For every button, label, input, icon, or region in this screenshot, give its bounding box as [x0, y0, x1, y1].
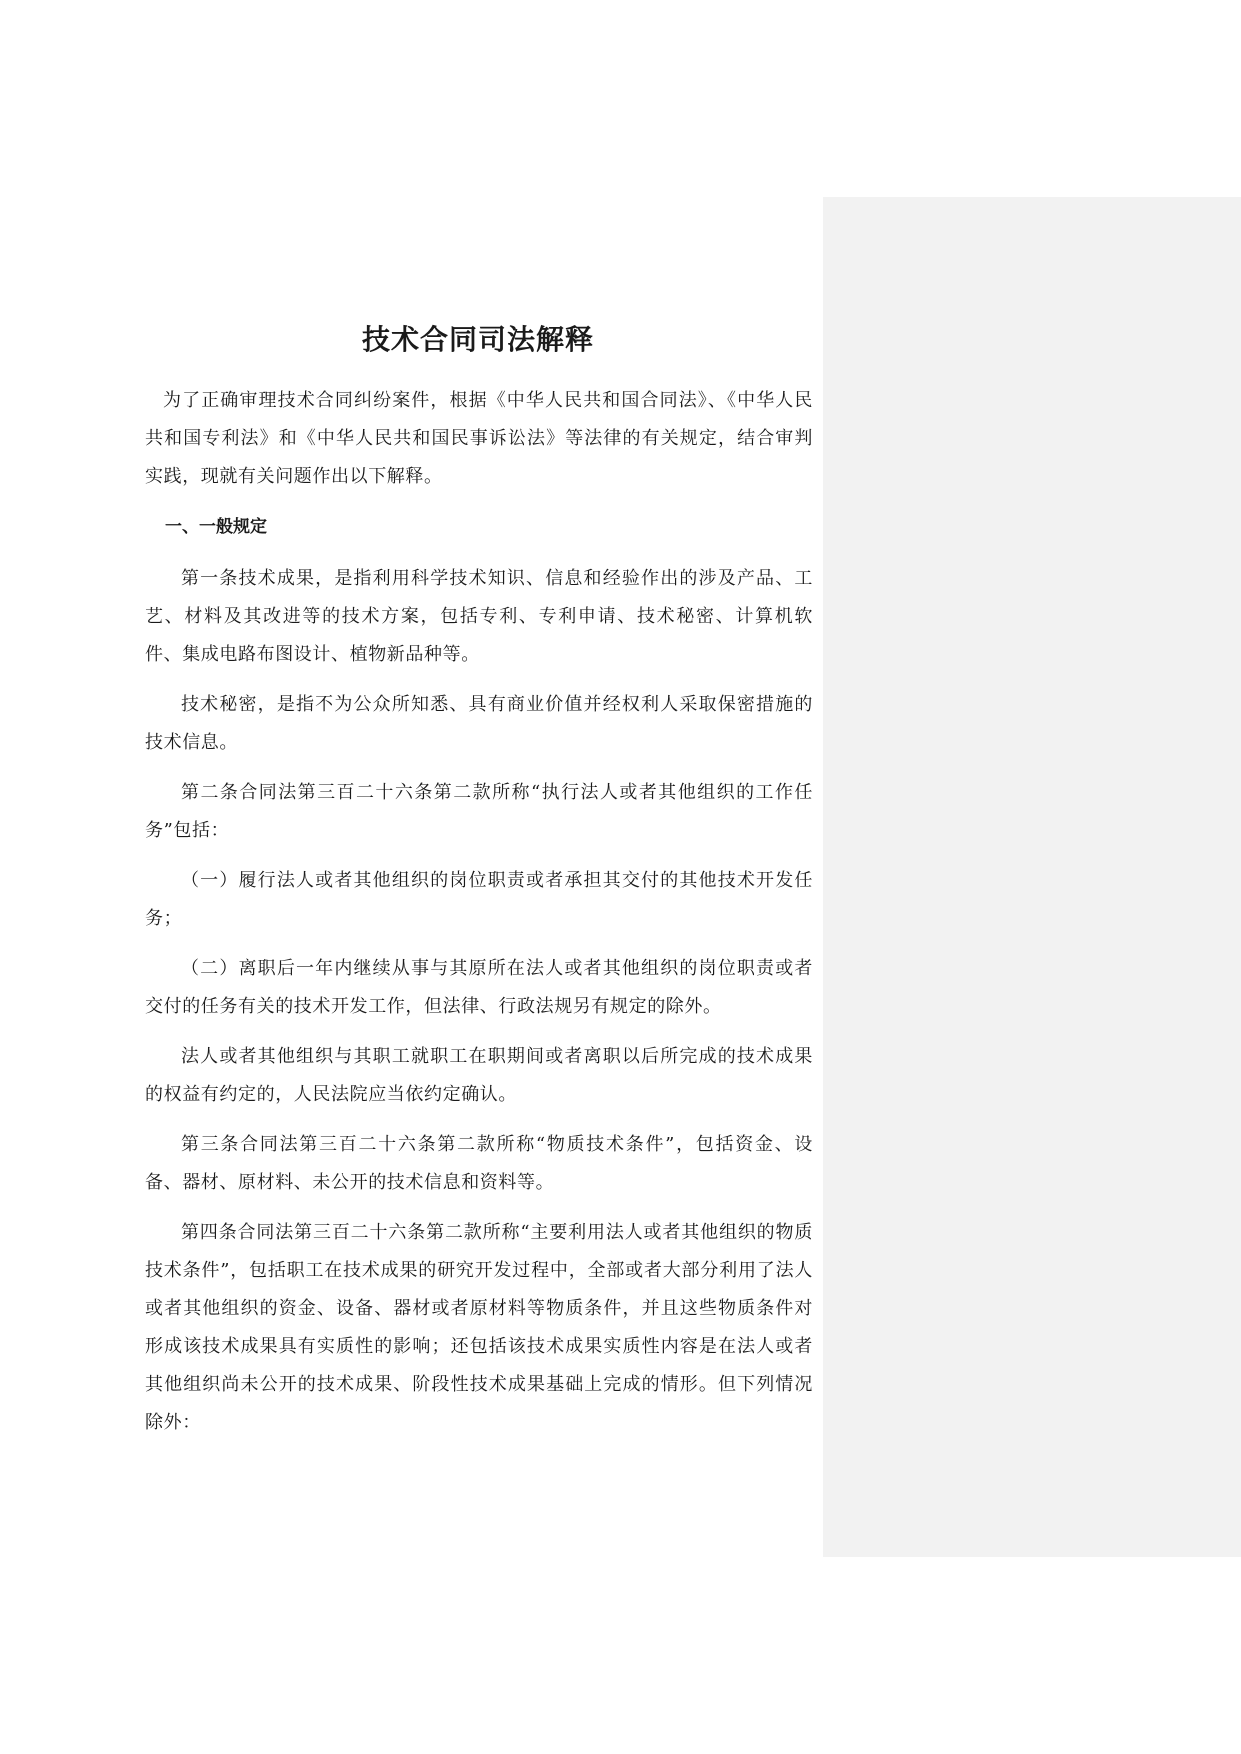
section-heading: 一、一般规定 — [165, 517, 267, 537]
intro-paragraph: 为了正确审理技术合同纠纷案件，根据《中华人民共和国合同法》、《中华人民共和国专利法》和《中华人民共和国民事诉讼法》等法律的有关规定，结合审判实践，现就有关问题作出以下解释。 — [145, 390, 813, 487]
article-3-paragraph: 第三条合同法第三百二十六条第二款所称“物质技术条件”，包括资金、设备、器材、原材料、未公开的技术信息和资料等。 — [145, 1134, 813, 1193]
agreement-paragraph: 法人或者其他组织与其职工就职工在职期间或者离职以后所完成的技术成果的权益有约定的，人民法院应当依约定确认。 — [145, 1046, 813, 1105]
document-body — [145, 318, 813, 1454]
article-1-paragraph: 第一条技术成果，是指利用科学技术知识、信息和经验作出的涉及产品、工艺、材料及其改进等的技术方案，包括专利、专利申请、技术秘密、计算机软件、集成电路布图设计、植物新品种等。 — [145, 568, 813, 665]
article-2-item-2: （二）离职后一年内继续从事与其原所在法人或者其他组织的岗位职责或者交付的任务有关的技术开发工作，但法律、行政法规另有规定的除外。 — [145, 958, 813, 1017]
document-title: 技术合同司法解释 — [361, 323, 594, 356]
trade-secret-paragraph: 技术秘密，是指不为公众所知悉、具有商业价值并经权利人采取保密措施的技术信息。 — [145, 694, 813, 753]
article-2-paragraph: 第二条合同法第三百二十六条第二款所称“执行法人或者其他组织的工作任务”包括： — [145, 782, 813, 841]
article-2-item-1: （一）履行法人或者其他组织的岗位职责或者承担其交付的其他技术开发任务； — [145, 870, 813, 929]
comment-margin-pane — [823, 197, 1241, 1557]
article-4-paragraph: 第四条合同法第三百二十六条第二款所称“主要利用法人或者其他组织的物质技术条件”，包括职工在技术成果的研究开发过程中，全部或者大部分利用了法人或者其他组织的资金、设备、器材或者原材料等物质条件，并且这些物质条件对形成该技术成果具有实质性的影响；还包括该技术成果实质性内容是在法人或者其他组织尚未公开的技术成果、阶段性技术成果基础上完成的情形。但下列情况除外： — [145, 1222, 813, 1433]
